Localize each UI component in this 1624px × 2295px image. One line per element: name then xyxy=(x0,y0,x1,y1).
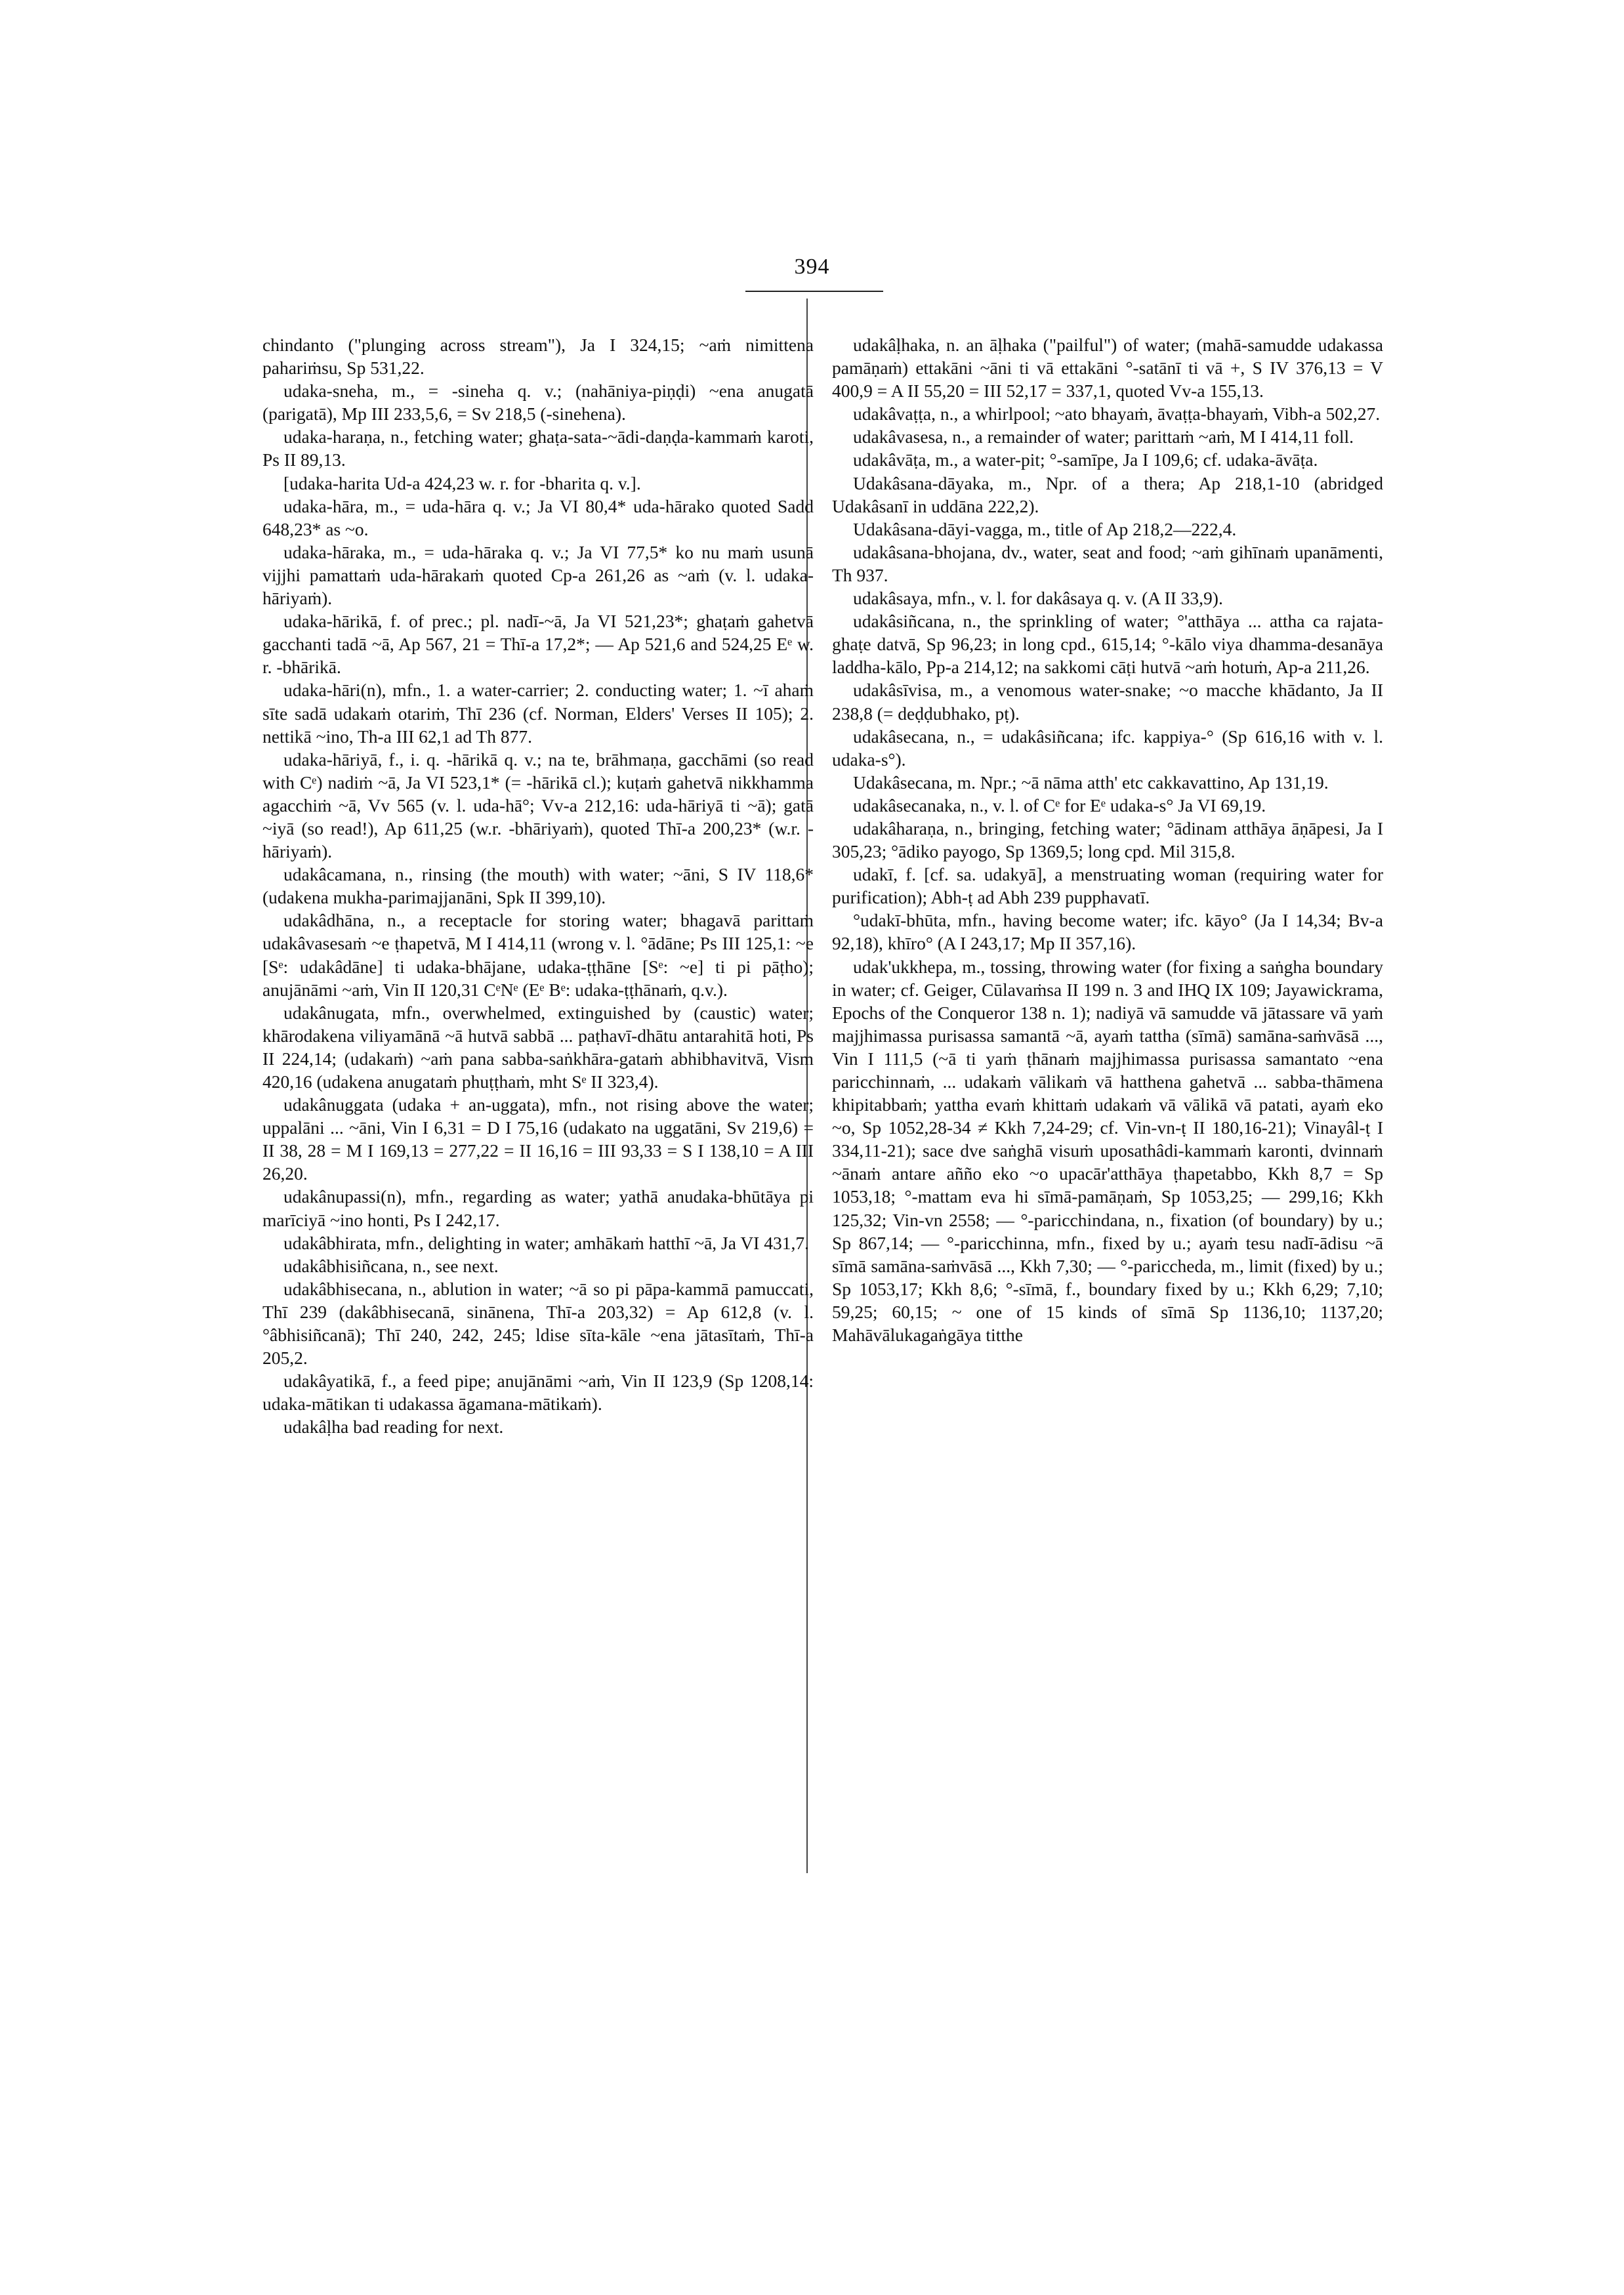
dictionary-entry: udakâvaṭṭa, n., a whirlpool; ~ato bhayaṁ, āvaṭṭa-bhayaṁ, Vibh-a 502,27. xyxy=(853,403,1381,424)
dictionary-entry: Udakâsana-dāyaka, m., Npr. of a thera; Ap 218,1-10 (abridged Udakâsanī in uddāna 222,2). xyxy=(832,472,1383,516)
dictionary-entry: udakâsana-bhojana, dv., water, seat and food; ~aṁ gihīnaṁ upanāmenti, Th 937. xyxy=(832,541,1383,585)
dictionary-entry: udakâbhisecana, n., ablution in water; ~ā so pi pāpa-kammā pamuccati, Thī 239 (dakâbhisecanā, sinānena, Thī-a 203,32) = Ap 612,8 (v. l. °âbhisiñcanā); Thī 240, 242, 245; ldise sīta-kāle ~ena jātasītaṁ, Thī-a 205,2. xyxy=(262,1278,814,1369)
dictionary-entry: udakânuggata (udaka + an-uggata), mfn., not rising above the water; uppalāni ... ~āni, Vin I 6,31 = D I 75,16 (udakato na uggatāni, Sv 219,6) = II 38, 28 = M I 169,13 = 277,22 = II 16,16 = III 93,33 = S I 138,10 = A III 26,20. xyxy=(262,1094,814,1184)
right-column xyxy=(832,333,1383,1346)
left-column xyxy=(262,333,814,1439)
dictionary-entry: °udakī-bhūta, mfn., having become water; ifc. kāyo° (Ja I 14,34; Bv-a 92,18), khīro° (A I 243,17; Mp II 357,16). xyxy=(832,910,1383,954)
dictionary-entry: udaka-sneha, m., = -sineha q. v.; (nahāniya-piṇḍi) ~ena anugatā (parigatā), Mp III 233,5,6, = Sv 218,5 (-sinehena). xyxy=(262,381,814,424)
dictionary-entry: chindanto ("plunging across stream"), Ja I 324,15; ~aṁ nimittena pahariṁsu, Sp 531,22. xyxy=(262,335,814,379)
dictionary-entry: udakânupassi(n), mfn., regarding as water; yathā anudaka-bhūtāya pi marīciyā ~ino honti, Ps I 242,17. xyxy=(262,1186,814,1230)
dictionary-entry: udaka-hāra, m., = uda-hāra q. v.; Ja VI 80,4* uda-hārako quoted Sadd 648,23* as ~o. xyxy=(262,495,814,539)
dictionary-entry: udakâcamana, n., rinsing (the mouth) with water; ~āni, S IV 118,6* (udakena mukha-parimajjanāni, Spk II 399,10). xyxy=(262,864,814,908)
dictionary-entry: udaka-haraṇa, n., fetching water; ghaṭa-sata-~ādi-daṇḍa-kammaṁ karoti, Ps II 89,13. xyxy=(262,426,814,470)
dictionary-entry: udaka-hāri(n), mfn., 1. a water-carrier; 2. conducting water; 1. ~ī ahaṁ sīte sadā udakaṁ otariṁ, Thī 236 (cf. Norman, Elders' Verses II 105); 2. nettikā ~ino, Th-a III 62,1 ad Th 877. xyxy=(262,680,814,747)
dictionary-entry: udakâyatikā, f., a feed pipe; anujānāmi ~aṁ, Vin II 123,9 (Sp 1208,14: udaka-mātikan ti udakassa āgamana-mātikaṁ). xyxy=(262,1371,814,1415)
dictionary-entry: udakâdhāna, n., a receptacle for storing water; bhagavā parittaṁ udakâvasesaṁ ~e ṭhapetvā, M I 414,11 (wrong v. l. °ādāne; Ps III 125,1: ~e [Sᵉ: udakâdāne] ti udaka-bhājane, udaka-ṭṭhāne [Sᵉ: ~e] ti pi pāṭho); anujānāmi ~aṁ, Vin II 120,31 CᵉNᵉ (Eᵉ Bᵉ: udaka-ṭṭhānaṁ, q.v.). xyxy=(262,910,814,1000)
dictionary-entry: udakâsiñcana, n., the sprinkling of water; °'atthāya ... attha ca rajata-ghaṭe datvā, Sp 96,23; in long cpd., 615,14; °-kālo viya dhamma-desanāya laddha-kālo, Pp-a 214,12; na sakkomi cāṭi hutvā ~aṁ hotuṁ, Ap-a 211,26. xyxy=(832,611,1383,678)
dictionary-entry: udakâḷhaka, n. an āḷhaka ("pailful") of water; (mahā-samudde udakassa pamāṇaṁ) ettakāni ~āni ti vā ettakāni °-satānī ti vā +, S IV 376,13 = V 400,9 = A II 55,20 = III 52,17 = 337,1, quoted Vv-a 155,13. xyxy=(832,335,1383,402)
dictionary-entry: udakâsecana, n., = udakâsiñcana; ifc. kappiya-° (Sp 616,16 with v. l. udaka-s°). xyxy=(832,726,1383,770)
dictionary-entry: udakâsecanaka, n., v. l. of Cᵉ for Eᵉ udaka-s° Ja VI 69,19. xyxy=(853,795,1266,816)
dictionary-entry: udakī, f. [cf. sa. udakyā], a menstruating woman (requiring water for purification); Abh-ṭ ad Abh 239 pupphavatī. xyxy=(832,864,1383,908)
dictionary-entry: [udaka-harita Ud-a 424,23 w. r. for -bharita q. v.]. xyxy=(283,472,641,493)
dictionary-entry: udakânugata, mfn., overwhelmed, extinguished by (caustic) water; khārodakena viliyamānā ~ā hutvā sabbā ... paṭhavī-dhātu antarahitā hoti, Ps II 224,14; (udakaṁ) ~aṁ pana sabba-saṅkhāra-gataṁ abhibhavitvā, Vism 420,16 (udakena anugataṁ phuṭṭhaṁ, mht Sᵉ II 323,4). xyxy=(262,1002,814,1092)
dictionary-entry: udakâsīvisa, m., a venomous water-snake; ~o macche khādanto, Ja II 238,8 (= deḍḍubhako, pṭ). xyxy=(832,680,1383,724)
dictionary-entry: udakâharaṇa, n., bringing, fetching water; °ādinam atthāya āṇāpesi, Ja I 305,23; °ādiko payogo, Sp 1369,5; long cpd. Mil 315,8. xyxy=(832,817,1383,862)
dictionary-entry: udakâvāṭa, m., a water-pit; °-samīpe, Ja I 109,6; cf. udaka-āvāṭa. xyxy=(853,449,1318,470)
dictionary-entry: udaka-hārikā, f. of prec.; pl. nadī-~ā, Ja VI 521,23*; ghaṭaṁ gahetvā gacchanti tadā ~ā, Ap 567, 21 = Thī-a 17,2*; — Ap 521,6 and 524,25 Eᵉ w. r. -bhārikā. xyxy=(262,611,814,678)
dictionary-entry: udakâbhirata, mfn., delighting in water; amhākaṁ hatthī ~ā, Ja VI 431,7. xyxy=(283,1232,809,1253)
dictionary-entry: udakâsaya, mfn., v. l. for dakâsaya q. v. (A II 33,9). xyxy=(853,588,1223,609)
dictionary-entry: udakâvasesa, n., a remainder of water; parittaṁ ~aṁ, M I 414,11 foll. xyxy=(853,426,1354,447)
dictionary-entry: udaka-hāraka, m., = uda-hāraka q. v.; Ja VI 77,5* ko nu maṁ usunā vijjhi pamattaṁ uda-hārakaṁ quoted Cp-a 261,26 as ~aṁ (v. l. udaka-hāriyaṁ). xyxy=(262,541,814,609)
header-rule xyxy=(745,291,883,292)
dictionary-entry: udak'ukkhepa, m., tossing, throwing water (for fixing a saṅgha boundary in water; cf. Geiger, Cūlavaṁsa II 199 n. 3 and IHQ IX 109; Jayawickrama, Epochs of the Conqueror 138 n. 1); nadiyā vā samudde vā jātassare vā yaṁ majjhimassa purisassa samantā ~ā, ayaṁ tattha (sīmā) samāna-saṁvāsā ..., Vin I 111,5 (~ā ti yaṁ ṭhānaṁ majjhimassa purisassa samantato ~ena paricchinnaṁ, ... udakaṁ vālikaṁ vā hatthena gahetvā ... sabba-thāmena khipitabbaṁ; yattha evaṁ khittaṁ udakaṁ vā vālikā vā patati, ayaṁ eko ~o, Sp 1052,28-34 ≠ Kkh 7,24-29; cf. Vin-vn-ṭ II 180,16-21); Vinayâl-ṭ I 334,11-21); sace dve saṅghā visuṁ uposathâdi-kammaṁ karonti, dvinnaṁ ~ānaṁ antare añño eko ~o upacār'atthāya ṭhapetabbo, Kkh 8,7 = Sp 1053,18; °-mattam eva hi sīmā-pamāṇaṁ, Sp 1053,25; — 299,16; Kkh 125,32; Vin-vn 2558; — °-paricchindana, n., fixation (of boundary) by u.; Sp 867,14; — °-paricchinna, mfn., fixed by u.; ayaṁ tesu nadī-ādisu ~ā sīmā samāna-saṁvāsā ..., Kkh 7,30; — °-pariccheda, m., limit (fixed) by u.; Sp 1053,17; Kkh 8,6; °-sīmā, f., boundary fixed by u.; Kkh 6,29; 7,10; 59,25; 60,15; ~ one of 15 kinds of sīmā Sp 1136,10; 1137,20; Mahāvālukagaṅgāya titthe xyxy=(832,956,1383,1346)
page-number: 394 xyxy=(794,255,830,279)
dictionary-entry: udaka-hāriyā, f., i. q. -hārikā q. v.; na te, brāhmaṇa, gacchāmi (so read with Cᵉ) nadiṁ ~ā, Ja VI 523,1* (= -hārikā cl.); kuṭaṁ gahetvā nikkhamma agacchiṁ ~ā, Vv 565 (v. l. uda-hā°; Vv-a 212,16: uda-hāriyā ti ~ā); gatā ~iyā (so read!), Ap 611,25 (w.r. -bhāriyaṁ), quoted Thī-a 200,23* (w.r. -hāriyaṁ). xyxy=(262,749,814,862)
dictionary-entry: Udakâsana-dāyi-vagga, m., title of Ap 218,2—222,4. xyxy=(853,518,1237,539)
dictionary-entry: udakâbhisiñcana, n., see next. xyxy=(283,1255,499,1276)
dictionary-entry: Udakâsecana, m. Npr.; ~ā nāma atth' etc cakkavattino, Ap 131,19. xyxy=(853,772,1329,793)
dictionary-entry: udakâḷha bad reading for next. xyxy=(283,1416,504,1437)
